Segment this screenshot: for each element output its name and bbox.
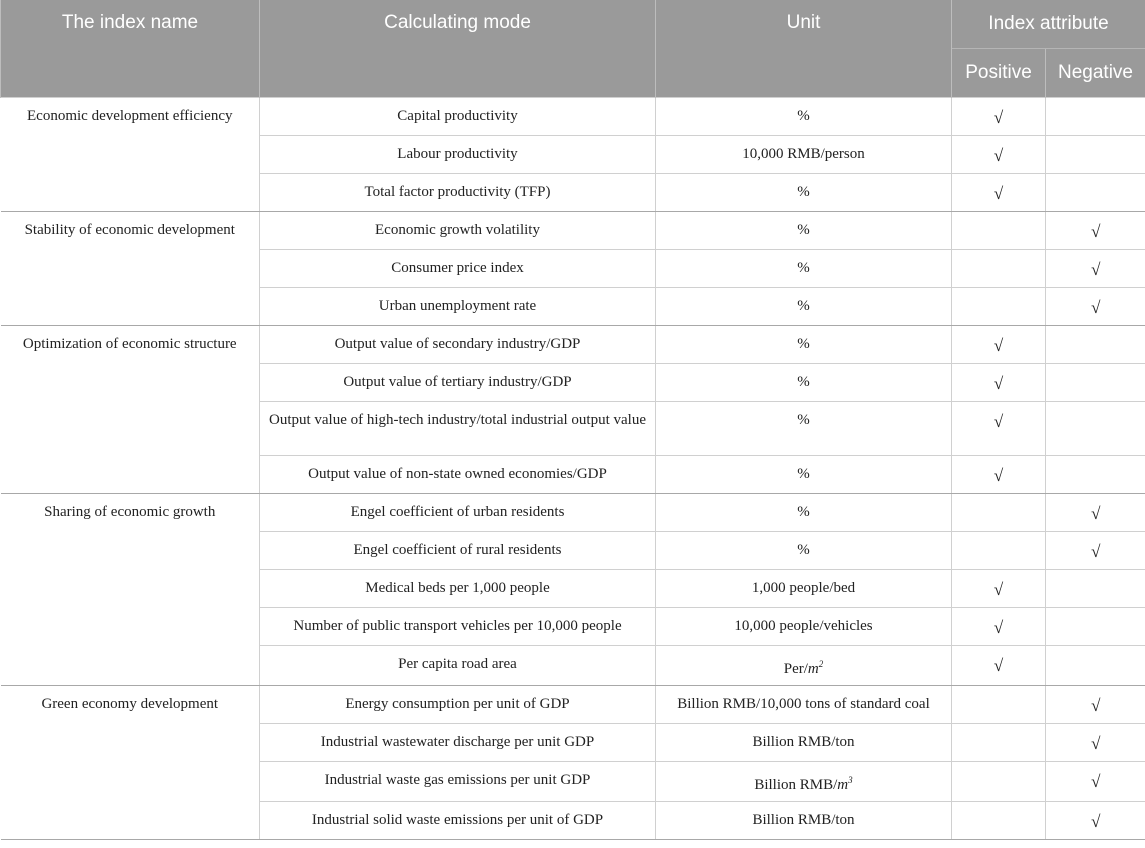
unit-text: Billion RMB/10,000 tons of standard coal <box>677 695 930 712</box>
index-name-cell: Optimization of economic structure <box>1 325 260 493</box>
positive-cell <box>952 607 1046 645</box>
unit-text: 10,000 RMB/person <box>742 145 865 162</box>
unit-symbol-base: m <box>837 776 849 793</box>
calculating-mode-cell: Economic growth volatility <box>260 211 656 249</box>
unit-cell <box>656 249 952 287</box>
unit-cell <box>656 287 952 325</box>
positive-cell <box>952 135 1046 173</box>
negative-cell <box>1046 287 1145 325</box>
unit-text: % <box>797 503 810 520</box>
index-name-cell: Green economy development <box>1 685 260 839</box>
unit-cell <box>656 685 952 723</box>
unit-text: % <box>797 335 810 352</box>
check-mark-icon: √ <box>993 107 1004 127</box>
header-negative: Negative <box>1046 48 1145 97</box>
index-name-cell: Stability of economic development <box>1 211 260 325</box>
unit-symbol-exponent: 3 <box>848 774 853 785</box>
table-body <box>1 97 1145 839</box>
unit-text: Billion RMB/ton <box>752 811 855 828</box>
negative-cell <box>1046 173 1145 211</box>
unit-text: 10,000 people/vehicles <box>734 617 873 634</box>
calculating-mode-cell: Output value of secondary industry/GDP <box>260 325 656 363</box>
unit-cell <box>656 211 952 249</box>
unit-text: % <box>797 259 810 276</box>
unit-cell <box>656 173 952 211</box>
table-row <box>1 685 1145 723</box>
calculating-mode-cell: Industrial solid waste emissions per unit of GDP <box>260 801 656 839</box>
unit-cell <box>656 723 952 761</box>
unit-cell <box>656 645 952 685</box>
unit-text: % <box>797 541 810 558</box>
negative-cell <box>1046 645 1145 685</box>
check-mark-icon: √ <box>993 655 1004 675</box>
negative-cell <box>1046 685 1145 723</box>
unit-cell <box>656 531 952 569</box>
unit-text: % <box>797 183 810 200</box>
unit-cell <box>656 135 952 173</box>
positive-cell <box>952 493 1046 531</box>
negative-cell <box>1046 607 1145 645</box>
unit-text: % <box>797 411 810 428</box>
positive-cell <box>952 801 1046 839</box>
calculating-mode-cell: Industrial wastewater discharge per unit GDP <box>260 723 656 761</box>
unit-text: Billion RMB/ <box>754 776 838 793</box>
index-name-cell: Sharing of economic growth <box>1 493 260 685</box>
positive-cell <box>952 211 1046 249</box>
calculating-mode-cell: Total factor productivity (TFP) <box>260 173 656 211</box>
table-row <box>1 211 1145 249</box>
header-index-attribute: Index attribute <box>952 0 1145 48</box>
unit-text: % <box>797 221 810 238</box>
check-mark-icon: √ <box>993 411 1004 431</box>
header-calculating-mode: Calculating mode <box>260 0 656 97</box>
negative-cell <box>1046 249 1145 287</box>
check-mark-icon: √ <box>993 145 1004 165</box>
unit-cell <box>656 569 952 607</box>
negative-cell <box>1046 761 1145 801</box>
positive-cell <box>952 455 1046 493</box>
unit-symbol-base: m <box>807 660 819 677</box>
unit-cell <box>656 97 952 135</box>
unit-text: Per/ <box>783 660 808 677</box>
negative-cell <box>1046 97 1145 135</box>
check-mark-icon: √ <box>1091 695 1101 715</box>
unit-cell <box>656 455 952 493</box>
positive-cell <box>952 325 1046 363</box>
index-name-cell: Economic development efficiency <box>1 97 260 211</box>
positive-cell <box>952 363 1046 401</box>
calculating-mode-cell: Labour productivity <box>260 135 656 173</box>
unit-symbol <box>807 658 824 677</box>
calculating-mode-cell: Number of public transport vehicles per 10,000 people <box>260 607 656 645</box>
check-mark-icon: √ <box>1091 297 1101 317</box>
check-mark-icon: √ <box>1091 541 1101 561</box>
table-row <box>1 325 1145 363</box>
negative-cell <box>1046 723 1145 761</box>
calculating-mode-cell: Medical beds per 1,000 people <box>260 569 656 607</box>
unit-cell <box>656 607 952 645</box>
check-mark-icon: √ <box>1091 221 1101 241</box>
negative-cell <box>1046 455 1145 493</box>
calculating-mode-cell: Capital productivity <box>260 97 656 135</box>
calculating-mode-cell: Urban unemployment rate <box>260 287 656 325</box>
unit-cell <box>656 401 952 455</box>
calculating-mode-cell: Engel coefficient of rural residents <box>260 531 656 569</box>
negative-cell <box>1046 211 1145 249</box>
negative-cell <box>1046 801 1145 839</box>
check-mark-icon: √ <box>993 465 1004 485</box>
negative-cell <box>1046 531 1145 569</box>
positive-cell <box>952 249 1046 287</box>
calculating-mode-cell: Output value of non-state owned economies/GDP <box>260 455 656 493</box>
calculating-mode-cell: Output value of high-tech industry/total industrial output value <box>260 401 656 455</box>
check-mark-icon: √ <box>1091 811 1101 831</box>
check-mark-icon: √ <box>993 373 1004 393</box>
unit-text: % <box>797 465 810 482</box>
table-row <box>1 97 1145 135</box>
negative-cell <box>1046 569 1145 607</box>
calculating-mode-cell: Industrial waste gas emissions per unit GDP <box>260 761 656 801</box>
negative-cell <box>1046 493 1145 531</box>
positive-cell <box>952 761 1046 801</box>
positive-cell <box>952 287 1046 325</box>
unit-text: % <box>797 373 810 390</box>
check-mark-icon: √ <box>993 579 1004 599</box>
check-mark-icon: √ <box>993 183 1004 203</box>
table-header <box>1 0 1145 97</box>
positive-cell <box>952 401 1046 455</box>
negative-cell <box>1046 135 1145 173</box>
positive-cell <box>952 531 1046 569</box>
calculating-mode-cell: Energy consumption per unit of GDP <box>260 685 656 723</box>
negative-cell <box>1046 325 1145 363</box>
check-mark-icon: √ <box>1091 733 1101 753</box>
unit-text: 1,000 people/bed <box>751 579 856 596</box>
unit-symbol <box>837 774 853 793</box>
negative-cell <box>1046 401 1145 455</box>
check-mark-icon: √ <box>1091 503 1101 523</box>
unit-text: % <box>797 107 810 124</box>
unit-cell <box>656 363 952 401</box>
calculating-mode-cell: Engel coefficient of urban residents <box>260 493 656 531</box>
header-unit: Unit <box>656 0 952 97</box>
positive-cell <box>952 723 1046 761</box>
unit-text: Billion RMB/ton <box>752 733 855 750</box>
unit-symbol-exponent: 2 <box>818 658 824 669</box>
check-mark-icon: √ <box>1091 771 1101 791</box>
calculating-mode-cell: Consumer price index <box>260 249 656 287</box>
header-index-name: The index name <box>1 0 260 97</box>
positive-cell <box>952 97 1046 135</box>
positive-cell <box>952 569 1046 607</box>
unit-cell <box>656 801 952 839</box>
positive-cell <box>952 173 1046 211</box>
check-mark-icon: √ <box>993 617 1004 637</box>
negative-cell <box>1046 363 1145 401</box>
table-row <box>1 493 1145 531</box>
unit-text: % <box>797 297 810 314</box>
check-mark-icon: √ <box>993 335 1004 355</box>
unit-cell <box>656 493 952 531</box>
calculating-mode-cell: Output value of tertiary industry/GDP <box>260 363 656 401</box>
positive-cell <box>952 645 1046 685</box>
positive-cell <box>952 685 1046 723</box>
check-mark-icon: √ <box>1091 259 1101 279</box>
unit-cell <box>656 761 952 801</box>
unit-cell <box>656 325 952 363</box>
calculating-mode-cell: Per capita road area <box>260 645 656 685</box>
header-positive: Positive <box>952 48 1046 97</box>
